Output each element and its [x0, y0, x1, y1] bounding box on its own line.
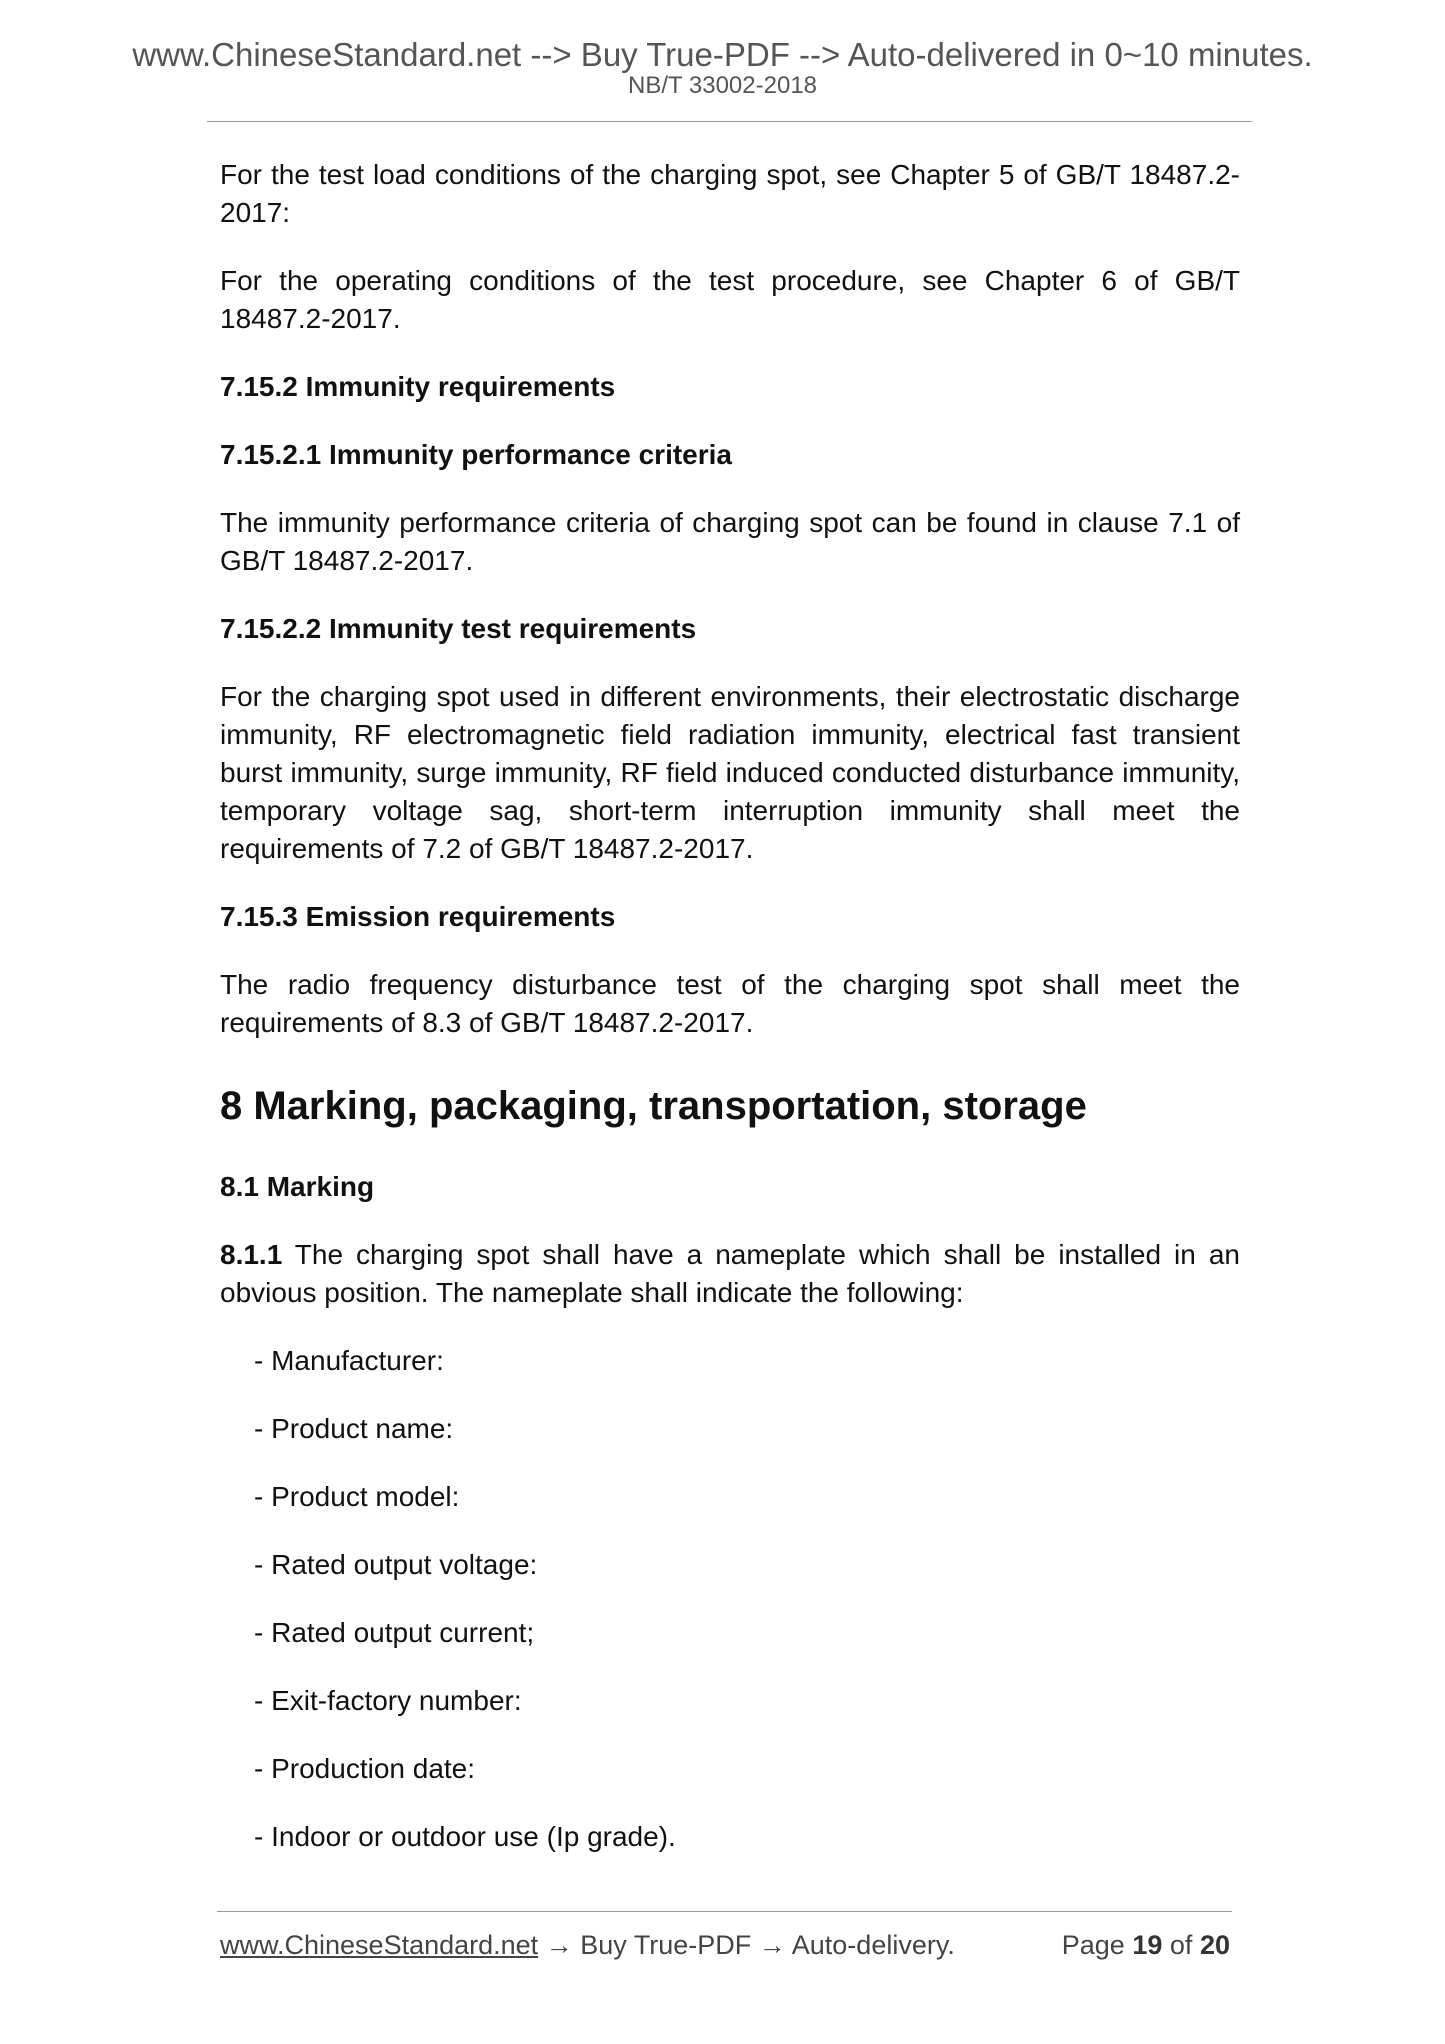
arrow-icon: → — [751, 1930, 792, 1960]
arrow-icon: → — [538, 1930, 581, 1960]
heading-8: 8 Marking, packaging, transportation, storage — [220, 1084, 1087, 1128]
list-item: - Production date: — [254, 1753, 476, 1784]
heading-8-1: 8.1 Marking — [220, 1171, 375, 1202]
heading-7-15-2: 7.15.2 Immunity requirements — [220, 371, 616, 402]
heading-7-15-2-2: 7.15.2.2 Immunity test requirements — [220, 613, 697, 644]
page-current: 19 — [1132, 1930, 1163, 1960]
clause-number-8-1-1: 8.1.1 — [220, 1239, 283, 1270]
footer-buy-text: Buy True-PDF — [580, 1930, 752, 1960]
heading-7-15-3: 7.15.3 Emission requirements — [220, 901, 616, 932]
paragraph-immunity-test: For the charging spot used in different environments, their electrostatic discharge immunity, RF electromagnetic field radiation immunity, electrical fast transient burst immunity, surge immunity, RF field induced conducted disturbance immunity, temporary voltage sag, short-term interruption immunity shall meet the requirements of 7.2 of GB/T 18487.2-2017. — [220, 681, 1240, 864]
of-label: of — [1169, 1930, 1193, 1960]
paragraph-immunity-criteria: The immunity performance criteria of charging spot can be found in clause 7.1 of GB/T 18487.2-2017. — [220, 507, 1240, 576]
paragraph-nameplate — [220, 1236, 1240, 1312]
list-item: - Manufacturer: — [254, 1345, 444, 1376]
page-footer — [220, 1932, 1230, 1959]
paragraph-emission: The radio frequency disturbance test of the charging spot shall meet the requirements of 8.3 of GB/T 18487.2-2017. — [220, 969, 1240, 1038]
list-item: - Exit-factory number: — [254, 1685, 522, 1716]
footer-auto-text: Auto-delivery. — [791, 1930, 955, 1960]
list-item: - Indoor or outdoor use (Ip grade). — [254, 1821, 676, 1852]
list-item: - Product name: — [254, 1413, 454, 1444]
list-item: - Rated output current; — [254, 1617, 535, 1648]
paragraph-operating-conditions: For the operating conditions of the test procedure, see Chapter 6 of GB/T 18487.2-2017. — [220, 265, 1240, 334]
document-number: NB/T 33002-2018 — [627, 72, 818, 99]
page-indicator — [1062, 1932, 1230, 1959]
list-item: - Product model: — [254, 1481, 460, 1512]
page-label: Page — [1061, 1930, 1125, 1960]
footer-divider — [217, 1911, 1232, 1912]
heading-7-15-2-1: 7.15.2.1 Immunity performance criteria — [220, 439, 732, 470]
footer-site-link[interactable]: www.ChineseStandard.net — [220, 1930, 539, 1960]
page-total: 20 — [1199, 1930, 1230, 1960]
page-content — [220, 156, 1240, 1856]
paragraph-test-load: For the test load conditions of the charging spot, see Chapter 5 of GB/T 18487.2-2017: — [220, 159, 1240, 228]
site-banner: www.ChineseStandard.net --> Buy True-PDF --> Auto-delivered in 0~10 minutes. — [132, 36, 1313, 73]
paragraph-nameplate-text: The charging spot shall have a nameplate which shall be installed in an obvious position. The nameplate shall indicate the following: — [220, 1239, 1240, 1308]
header-divider — [207, 121, 1252, 122]
list-item: - Rated output voltage: — [254, 1549, 538, 1580]
